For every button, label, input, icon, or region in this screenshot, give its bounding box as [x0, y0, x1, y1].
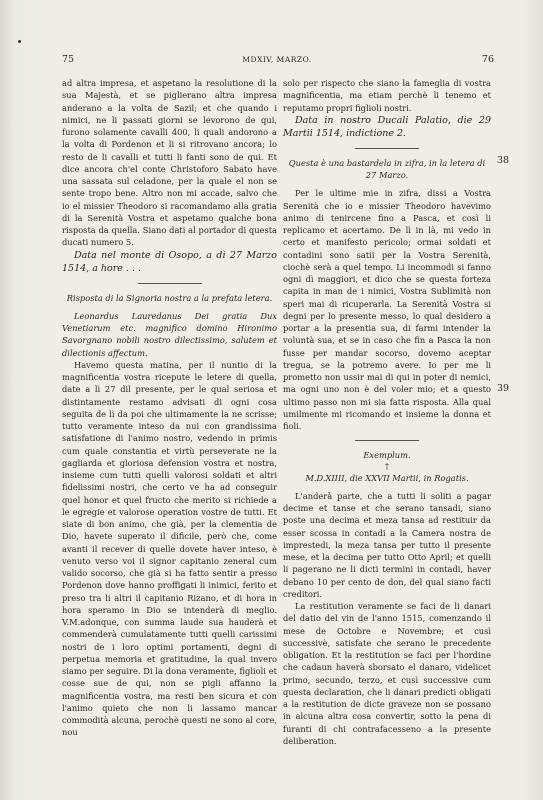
running-title: MDXIV, MARZO.	[242, 55, 312, 64]
reply-body: Havemo questa matina, per il nuntio di la magnificentia vostra ricepute le letere di quella, date a lì 27 dil presente, per le qual seriosa et distintamente restamo advisati di ogni cosa seguita de lì da poi che ultimamente la ne scrisse; tutto veramente inteso da nui con grandissima satisfatione di l'animo nostro, vedendo in primis cum quale constantia et virtù perseverate ne la gagliarda et gloriosa defension vostra et nostra, insieme cum tutti quelli valorosi soldati et altri fidelissimi nostri, che certo ve ha ad conseguir quel honor et quel fructo che merito si richiede a le egregie et valorose operation vostre de tutti. Et siate di bon animo, che già, per la clementia de Dio, havete superato il dificile, però che, come avanti il recever di quelle dovete haver inteso, è venuto verso voi il signor capitanio zeneral cum valido socorso, che già si ha fatto sentir a presso Pordenon dove hanno proffigati li inimici, ferito et preso tra li altri il capitanio Rizano, et di hora in hora speramo in Dio se intenderà di meglio. V.M.adonque, con summa laude sua hauderà et commenderà cumulatamente tutti quelli carissimi nostri de i loro optimi portamenti, degni di perpetua memoria et gratitudine, la qual invero siamo per seguire. Di la dona veramente, figlioli et cosse sue de qui, non se pigli affanno la magnificentia vostra, ma resti ben sicura et con l'animo quieto che non li lassamo mancar commodità alcuna, perochè questi ne sono al core, nou	[62, 359, 277, 738]
exemplum-heading: Exemplum.	[363, 450, 411, 461]
page-number-right: 76	[481, 54, 494, 65]
running-header	[62, 54, 492, 68]
ink-dot	[18, 40, 21, 43]
section-divider	[355, 148, 419, 149]
dated-heading: M.D.XIIII, die XXVII Martii, in Rogatis.	[305, 472, 469, 483]
reply-continuation: solo per rispecto che siano la fameglia di vostra magnificentia, ma etiam perchè li tenemo et reputamo propri figlioli nostri.	[283, 78, 491, 113]
cross-mark: †	[385, 461, 389, 471]
restitution-text: La restitution veramente se faci de li danari del datio del vin de l'anno 1515, comenzando il mese de Octobre e Novembre; et cusì successivè, satisfate che serano le precedente obligation. Et la restitution se faci per l'hordine che cadaun haverà sborsato el danaro, videlicet primo, secundo, terzo, et cusì successive cum questa declaration, che li danari predicti obligati a la restitution de dicte graveze non se possano in alcuna altra cosa convertir, sotto la pena di furanti di chi contrafacesseno a la presente deliberation.	[283, 601, 491, 746]
doge-salutation: Leonardus Lauredanus Dei gratia Dux Venetiarum etc. magnifico domino Hironimo Savorgnano nobili nostro dilectissimo, salutem et dilectionis affectum.	[62, 310, 277, 358]
margin-number-39: 39	[497, 383, 510, 394]
left-column	[62, 77, 277, 739]
cipher-body: Per le ultime mie in zifra, dissi a Vostra Serenità che io e missier Theodoro havevimo animo di tenircene fino a Pasca, et così li replicamo et acertamo. De lì in là, mi vedo in certo et manifesto pericolo; ormai soldati et contadini sono satii per la Vostra Serenità, ciochè serà a quel tempo. Li incommodi si fanno ogni dì maggiori, et dico che se questa forteza capita in man de i nimici, Vostra Sublimità non speri mai di ricuperarla. La Serenità Vostra si degni per lo presente messo, lo qual desidero a portar a la presentia sua, di farmi intender la voluntà sua, et se in caso che fin a Pasca la non fusse per mandar socorso, dovemo aceptar tregua, se la potremo avere. Io per me li prometto non ussir mai di qui in poter di nemici, ma ogni uno non è del voler mio; et a questo ultimo passo non mi sia fatta risposta. Alla qual umilmente mi ricomando et insieme la donna et fioli.	[283, 188, 491, 431]
reply-title: Risposta di la Signoria nostra a la prefata letera.	[66, 292, 273, 303]
letter-intro: ad altra impresa, et aspetano la resolutione di la sua Majestà, et se piglierano altra impresa anderano a la volta de Sazil; et che quando i nimici, ne li passati giorni se levorono de qui, furono solamente cavalli 400, li quali andorono a la volta di Pordenon et li si ritrovano ancora; lo resto de li cavalli et tutti li fanti sono de qui. Et dice ancora ch'el conte Christoforo Sabato have una sassata sul celadone, per la quale el non se sente tropo bene. Altro non mi accade, salvo che io el missier Theodoro si racomandamo alla gratia di la Serenità Vostra et aspetamo qualche bona risposta da quella. Siano dati al portador di questa ducati numero 5.	[62, 78, 277, 248]
margin-number-38: 38	[497, 155, 510, 166]
letter-date: Data nel monte di Osopo, a dì 27 Marzo 1514, a hore . . .	[62, 249, 277, 274]
cipher-title: Questa è una bastardela in zifra, in la letera di 27 Marzo.	[288, 157, 486, 180]
page-number-left: 75	[62, 54, 75, 65]
decree-text: L'anderà parte, che a tutti li soliti a pagar decime et tanse et che serano tansadi, siano poste una decima et meza tansa ad restituir da esser scossa in contadi a la Camera nostra de imprestedi, la meza tansa per tutto il presente mese, et la decima per tutto Otto April; et quelli li pagerano ne li dicti termini in contadi, haver debano 10 per cento de don, del qual siano facti creditori.	[283, 490, 491, 599]
reply-date: Data in nostro Ducali Palatio, die 29 Martii 1514, indictione 2.	[283, 114, 491, 139]
right-column	[283, 77, 491, 747]
section-divider	[355, 440, 419, 441]
section-divider	[138, 283, 202, 284]
